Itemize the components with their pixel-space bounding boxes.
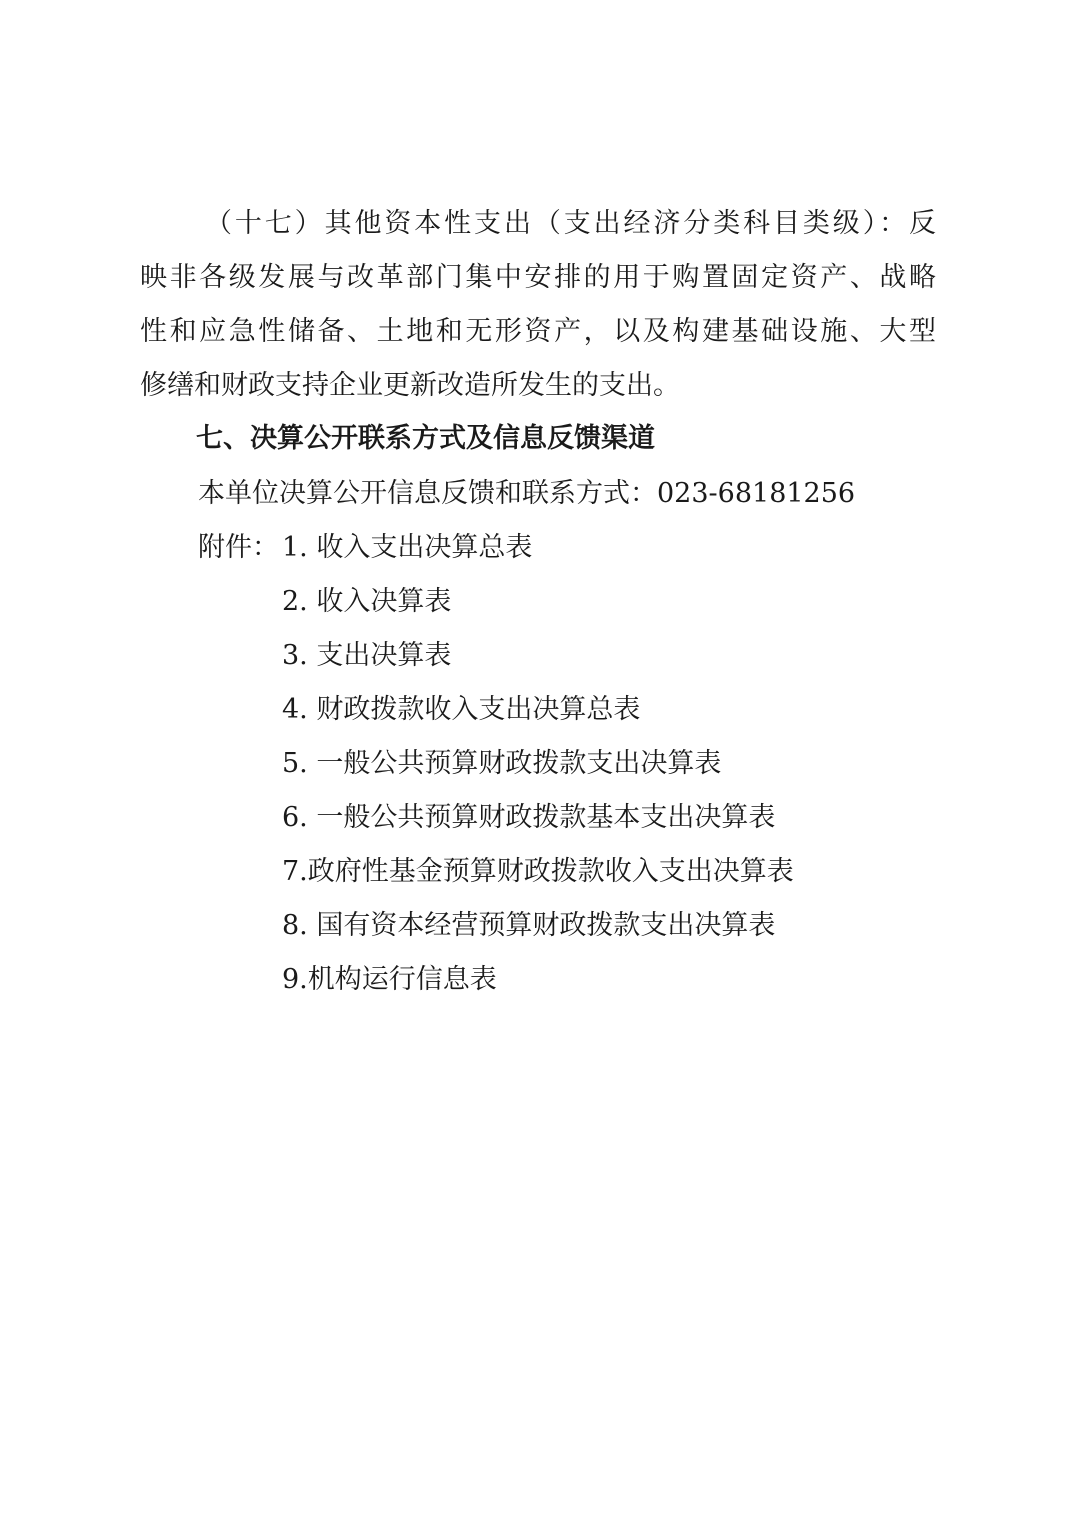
attachment-item-4: 4. 财政拨款收入支出决算总表 bbox=[282, 694, 641, 725]
attachment-item-8: 8. 国有资本经营预算财政拨款支出决算表 bbox=[282, 910, 776, 941]
attachment-item-3: 3. 支出决算表 bbox=[282, 640, 452, 671]
attachments-label: 附件： bbox=[198, 532, 279, 563]
attachment-item-1: 1. 收入支出决算总表 bbox=[282, 532, 533, 563]
paragraph-17-line-2: 映非各级发展与改革部门集中安排的用于购置固定资产、战略 bbox=[140, 262, 936, 293]
attachment-item-6: 6. 一般公共预算财政拨款基本支出决算表 bbox=[282, 802, 776, 833]
section-7-heading: 七、决算公开联系方式及信息反馈渠道 bbox=[196, 423, 655, 454]
paragraph-17-line-4: 修缮和财政支持企业更新改造所发生的支出。 bbox=[140, 370, 680, 401]
paragraph-17-line-3: 性和应急性储备、土地和无形资产，以及构建基础设施、大型 bbox=[140, 316, 936, 347]
contact-info: 本单位决算公开信息反馈和联系方式：023-68181256 bbox=[198, 478, 856, 509]
attachment-item-5: 5. 一般公共预算财政拨款支出决算表 bbox=[282, 748, 722, 779]
paragraph-17-line-1: （十七）其他资本性支出（支出经济分类科目类级）：反 bbox=[205, 208, 936, 239]
attachment-item-2: 2. 收入决算表 bbox=[282, 586, 452, 617]
attachment-item-9: 9.机构运行信息表 bbox=[282, 964, 497, 995]
attachment-item-7: 7.政府性基金预算财政拨款收入支出决算表 bbox=[282, 856, 794, 887]
